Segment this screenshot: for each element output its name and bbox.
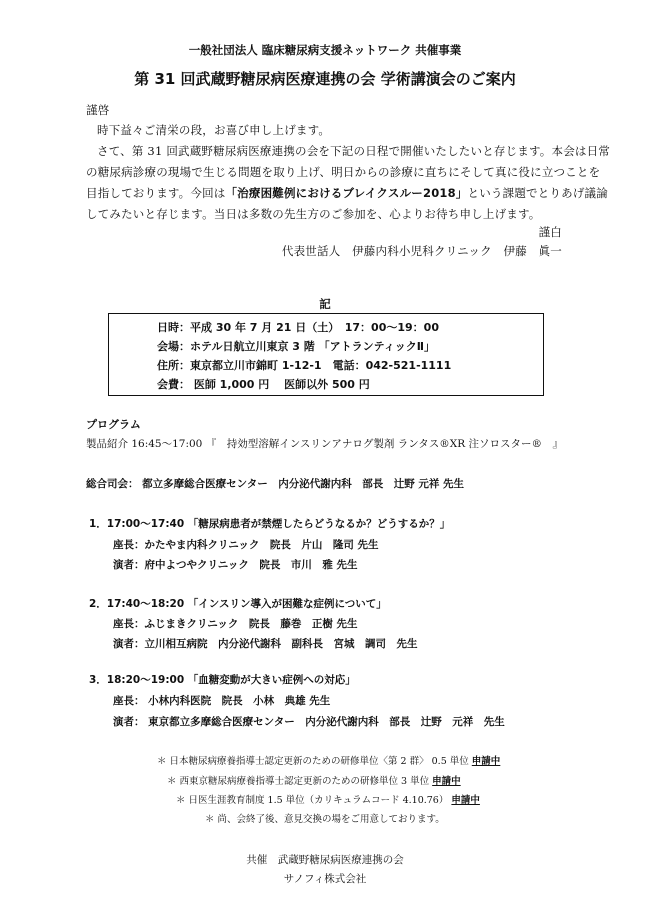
letter-line-1: 時下益々ご清栄の段，お喜び申し上げます。: [97, 123, 331, 137]
letter-line-4-pre: 目指しております。今回は: [86, 186, 226, 200]
session-2-title: 2．17:40～18:20 「インスリン導入が困難な症例について」: [89, 598, 387, 610]
credit-line-2: [167, 773, 461, 787]
session-1-chair: 座長：かたやま内科クリニック 院長 片山 隆司 先生: [113, 539, 379, 551]
page-title: 第 31 回武蔵野糖尿病医療連携の会 学術講演会のご案内: [134, 70, 516, 88]
session-1-speaker: 演者：府中よつやクリニック 院長 市川 雅 先生: [113, 559, 358, 571]
event-address: 住所：東京都立川市錦町 1-12-1 電話：042-521-1111: [157, 359, 452, 372]
credit-1-status: 申請中: [471, 756, 501, 767]
session-2-speaker: 演者：立川相互病院 内分泌代謝科 副科長 宮城 調司 先生: [113, 638, 418, 650]
credit-2-status: 申請中: [432, 776, 461, 787]
session-2-chair: 座長：ふじまきクリニック 院長 藤巻 正樹 先生: [113, 618, 358, 630]
organizer-line: 一般社団法人 臨床糖尿病支援ネットワーク 共催事業: [188, 43, 462, 57]
ki-heading: 記: [319, 297, 331, 311]
credit-3-text: ＊ 日医生涯教育制度 1.5 単位（カリキュラムコード 4.10.76）: [176, 795, 449, 806]
theme-title: 「治療困難例におけるブレイクスルー2018」: [225, 186, 468, 200]
session-3-title: 3．18:20～19:00 「血糖変動が大きい症例への対応」: [89, 674, 356, 686]
product-intro: 製品紹介 16:45～17:00 『 持効型溶解インスリンアナログ製剤 ランタス®XR 注ソロスター® 』: [86, 438, 564, 450]
credit-line-1: [157, 753, 500, 767]
event-datetime: 日時：平成 30 年 7 月 21 日（土） 17：00～19：00: [157, 321, 439, 334]
salutation: 謹啓: [86, 103, 110, 117]
closing: 謹白: [538, 225, 562, 239]
letter-line-4: [86, 185, 608, 201]
session-1-title: 1．17:00～17:40 「糖尿病患者が禁煙したらどうなるか？どうするか？」: [89, 518, 451, 530]
letter-line-4-post: という課題でとりあげ議論: [467, 186, 608, 200]
program-heading: プログラム: [86, 418, 141, 431]
credit-2-text: ＊ 西東京糖尿病療養指導士認定更新のための研修単位 3 単位: [167, 776, 430, 787]
cohost-line: 共催 武蔵野糖尿病医療連携の会: [246, 854, 404, 866]
event-venue: 会場：ホテル日航立川東京 3 階 「アトランティックⅡ」: [157, 340, 435, 353]
letter-line-3: の糖尿病診療の現場で生じる問題を取り上げ、明日からの診療に直ちにそして真に役に立つことを: [86, 165, 601, 179]
cohost-company: サノフィ株式会社: [283, 873, 367, 885]
credit-line-3: [176, 792, 480, 806]
letter-line-2: さて、第 31 回武蔵野糖尿病医療連携の会を下記の日程で開催いたしたいと存じます。本会は日常: [97, 144, 610, 158]
signature: 代表世話人 伊藤内科小児科クリニック 伊藤 眞一: [281, 244, 562, 258]
general-moderator: 総合司会： 都立多摩総合医療センター 内分泌代謝内科 部長 辻野 元祥 先生: [86, 478, 465, 490]
session-3-chair: 座長： 小林内科医院 院長 小林 典雄 先生: [113, 695, 331, 707]
letter-line-5: してみたいと存じます。当日は多数の先生方のご参加を、心よりお待ち申し上げます。: [86, 207, 541, 221]
exchange-note: ＊ 尚、会終了後、意見交換の場をご用意しております。: [205, 814, 445, 825]
session-3-speaker: 演者： 東京都立多摩総合医療センター 内分泌代謝内科 部長 辻野 元祥 先生: [113, 716, 505, 728]
credit-1-text: ＊ 日本糖尿病療養指導士認定更新のための研修単位〈第 2 群〉 0.5 単位: [157, 756, 469, 767]
event-fee: 会費： 医師 1,000 円 医師以外 500 円: [157, 378, 370, 391]
credit-3-status: 申請中: [451, 795, 480, 806]
